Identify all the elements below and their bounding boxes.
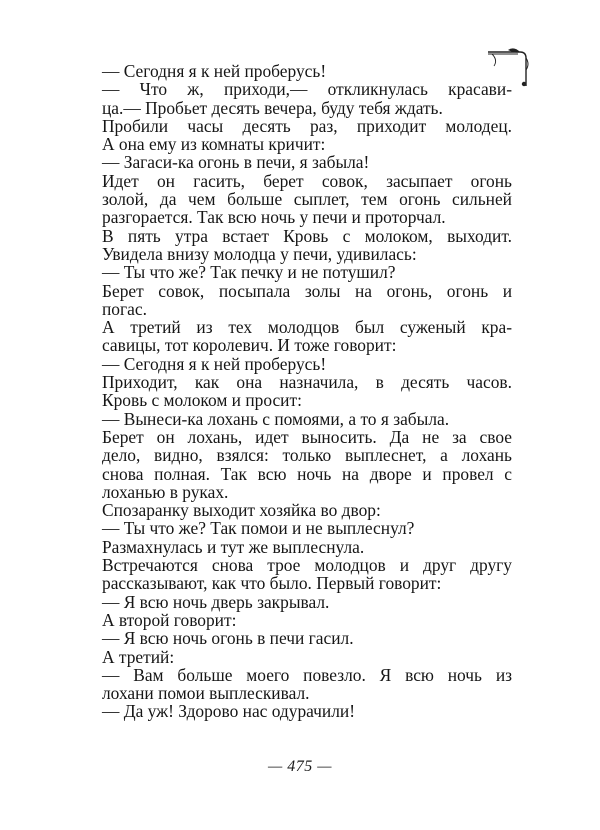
text-line: — Вынеси-ка лохань с помоями, а то я забыла. (102, 408, 450, 429)
text-line: — Да уж! Здорово нас одурачили! (102, 701, 356, 722)
paragraph (76, 556, 512, 593)
text-line: — Загаси-ка огонь в печи, я забыла! (102, 152, 370, 173)
text-line: золой, да чем больше сыплет, тем огонь сильней (102, 189, 512, 210)
text-line: дело, видно, взялся: только выплеснет, а лохань (102, 445, 512, 466)
text-line: Идет он гасить, берет совок, засыпает огонь (102, 170, 512, 191)
text-line: разгорается. Так всю ночь у печи и проторчал. (102, 207, 446, 228)
text-line: погас. (102, 298, 147, 319)
main-text (76, 62, 512, 721)
text-line: А третий из тех молодцов был суженый кра- (102, 317, 512, 338)
text-line: Размахнулась и тут же выплеснула. (102, 536, 365, 557)
text-line: А второй говорит: (102, 609, 237, 630)
paragraph (76, 117, 512, 154)
paragraph (76, 648, 512, 666)
text-line: Берет совок, посыпала золы на огонь, огонь и (102, 280, 512, 301)
paragraph (76, 80, 512, 117)
paragraph (76, 519, 512, 537)
paragraph (76, 172, 512, 227)
paragraph (76, 62, 512, 80)
page-number: — 475 — (268, 758, 332, 775)
text-line: снова полная. Так всю ночь на дворе и провел с (102, 463, 512, 484)
text-line: лоханью в руках. (102, 481, 229, 502)
paragraph (76, 702, 512, 720)
paragraph (76, 355, 512, 373)
paragraph (76, 153, 512, 171)
text-line: рассказывают, как что было. Первый говорит: (102, 573, 442, 594)
paragraph (76, 593, 512, 611)
text-line: лохани помои выплескивал. (102, 683, 310, 704)
text-line: Спозаранку выходит хозяйка во двор: (102, 500, 381, 521)
text-line: савицы, тот королевич. И тоже говорит: (102, 335, 397, 356)
text-line: — Что ж, приходи,— откликнулась красави- (102, 79, 512, 100)
text-line: — Сегодня я к ней проберусь! (102, 353, 327, 374)
paragraph (76, 318, 512, 355)
text-line: Приходит, как она назначила, в десять часов. (102, 372, 512, 393)
paragraph (76, 611, 512, 629)
text-line: А третий: (102, 646, 175, 667)
paragraph (76, 629, 512, 647)
text-line: ца.— Пробьет десять вечера, буду тебя ждать. (102, 97, 443, 118)
paragraph (76, 282, 512, 319)
text-line: Увидела внизу молодца у печи, удивилась: (102, 243, 417, 264)
text-line: — Сегодня я к ней проберусь! (102, 61, 327, 81)
text-line: — Вам больше моего повезло. Я всю ночь из (102, 664, 512, 685)
paragraph (76, 410, 512, 428)
paragraph (76, 373, 512, 410)
paragraph (76, 428, 512, 501)
text-line: Пробили часы десять раз, приходит молодец. (102, 115, 512, 136)
paragraph (76, 263, 512, 281)
paragraph (76, 227, 512, 264)
paragraph (76, 501, 512, 519)
text-line: — Ты что же? Так печку и не потушил? (102, 262, 396, 283)
text-line: А она ему из комнаты кричит: (102, 134, 326, 155)
text-line: Кровь с молоком и просит: (102, 390, 302, 411)
text-line: — Я всю ночь огонь в печи гасил. (102, 628, 354, 649)
text-line: — Ты что же? Так помои и не выплеснул? (102, 518, 415, 539)
text-line: — Я всю ночь дверь закрывал. (102, 591, 330, 612)
text-line: Встречаются снова трое молодцов и друг другу (102, 555, 512, 576)
text-line: В пять утра встает Кровь с молоком, выходит. (102, 225, 512, 246)
text-line: Берет он лохань, идет выносить. Да не за свое (102, 426, 512, 447)
paragraph (76, 666, 512, 703)
paragraph (76, 538, 512, 556)
